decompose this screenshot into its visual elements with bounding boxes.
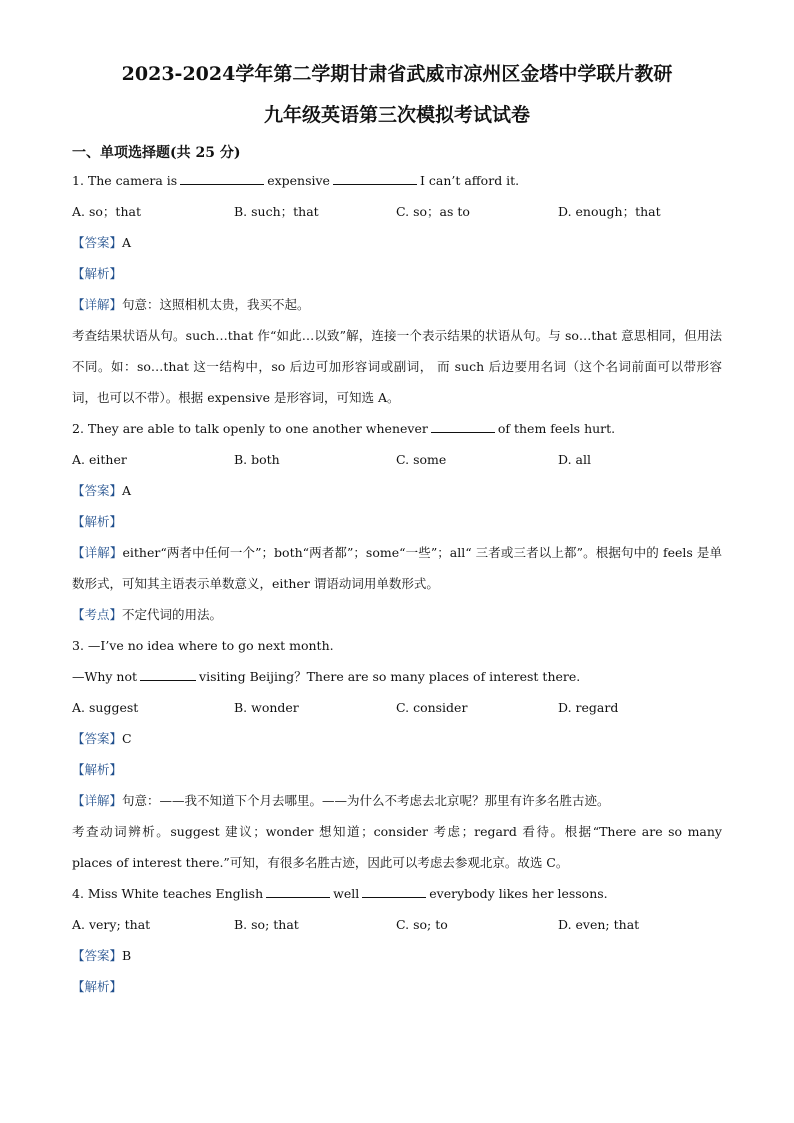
- option-a: A. so；that: [72, 204, 141, 219]
- option-c: C. so；as to: [396, 204, 470, 219]
- option-d: D. even; that: [558, 917, 640, 932]
- option-b: B. wonder: [234, 700, 299, 715]
- option-c: C. so; to: [396, 917, 448, 932]
- analysis-label: 【解析】: [72, 979, 123, 994]
- answer-blank: [362, 884, 426, 898]
- question-3-stem-1: 3. —I’ve no idea where to go next month.: [72, 638, 334, 653]
- question-1-stem: 1. The camera is expensive I can’t afford it.: [72, 173, 520, 188]
- explanation-text: 考查动词辨析。suggest 建议；wonder 想知道；consider 考虑；regard 看待。根据“There are so many places of interest there.”可知，有很多名胜古迹，因此可以考虑去参观北京。故选 C。: [72, 824, 722, 870]
- answer-line: 【答案】C: [72, 731, 132, 746]
- analysis-label: 【解析】: [72, 266, 123, 281]
- option-a: A. very; that: [72, 917, 151, 932]
- analysis-label: 【解析】: [72, 762, 123, 777]
- document-page: [72, 62, 722, 1002]
- analysis-label: 【解析】: [72, 514, 123, 529]
- option-c: C. some: [396, 452, 447, 467]
- option-b: B. both: [234, 452, 280, 467]
- question-2-stem: 2. They are able to talk openly to one another whenever of them feels hurt.: [72, 421, 616, 436]
- question-3-stem-2: —Why not visiting Beijing？There are so many places of interest there.: [72, 669, 581, 684]
- option-d: D. regard: [558, 700, 619, 715]
- detail-text: 【详解】either“两者中任何一个”；both“两者都”；some“一些”；all“ 三者或三者以上都”。根据句中的 feels 是单数形式，可知其主语表示单数意义，either 谓语动词用单数形式。: [72, 545, 722, 591]
- answer-blank: [266, 884, 330, 898]
- exam-title-line-1: 2023-2024学年第二学期甘肃省武威市凉州区金塔中学联片教研: [121, 63, 673, 85]
- detail-text: 【详解】句意：——我不知道下个月去哪里。——为什么不考虑去北京呢？那里有许多名胜古迹。: [72, 793, 610, 808]
- answer-blank: [431, 419, 495, 433]
- question-1-options: [72, 196, 722, 227]
- explanation-text: 考查结果状语从句。such…that 作“如此…以致”解，连接一个表示结果的状语从句。与 so…that 意思相同，但用法不同。如：so…that 这一结构中，so 后边可加形容词或副词， 而 such 后边要用名词（这个名词前面可以带形容词，也可以不带）。根据 expensive 是形容词，可知选 A。: [72, 328, 722, 405]
- option-b: B. such；that: [234, 204, 319, 219]
- answer-blank: [140, 667, 196, 681]
- option-b: B. so; that: [234, 917, 299, 932]
- answer-line: 【答案】A: [72, 235, 132, 250]
- option-c: C. consider: [396, 700, 468, 715]
- section-heading: 一、单项选择题(共 25 分): [72, 145, 241, 161]
- option-d: D. all: [558, 452, 591, 467]
- question-2-options: [72, 444, 722, 475]
- answer-blank: [180, 171, 264, 185]
- answer-line: 【答案】A: [72, 483, 132, 498]
- question-3-options: [72, 692, 722, 723]
- option-d: D. enough；that: [558, 204, 661, 219]
- option-a: A. either: [72, 452, 127, 467]
- detail-text: 【详解】句意：这照相机太贵，我买不起。: [72, 297, 310, 312]
- exam-title-line-2: 九年级英语第三次模拟考试试卷: [263, 104, 530, 126]
- question-4-stem: 4. Miss White teaches English well everybody likes her lessons.: [72, 886, 608, 901]
- option-a: A. suggest: [72, 700, 139, 715]
- question-4-options: [72, 909, 722, 940]
- answer-line: 【答案】B: [72, 948, 132, 963]
- answer-blank: [333, 171, 417, 185]
- point-line: 【考点】不定代词的用法。: [72, 607, 223, 622]
